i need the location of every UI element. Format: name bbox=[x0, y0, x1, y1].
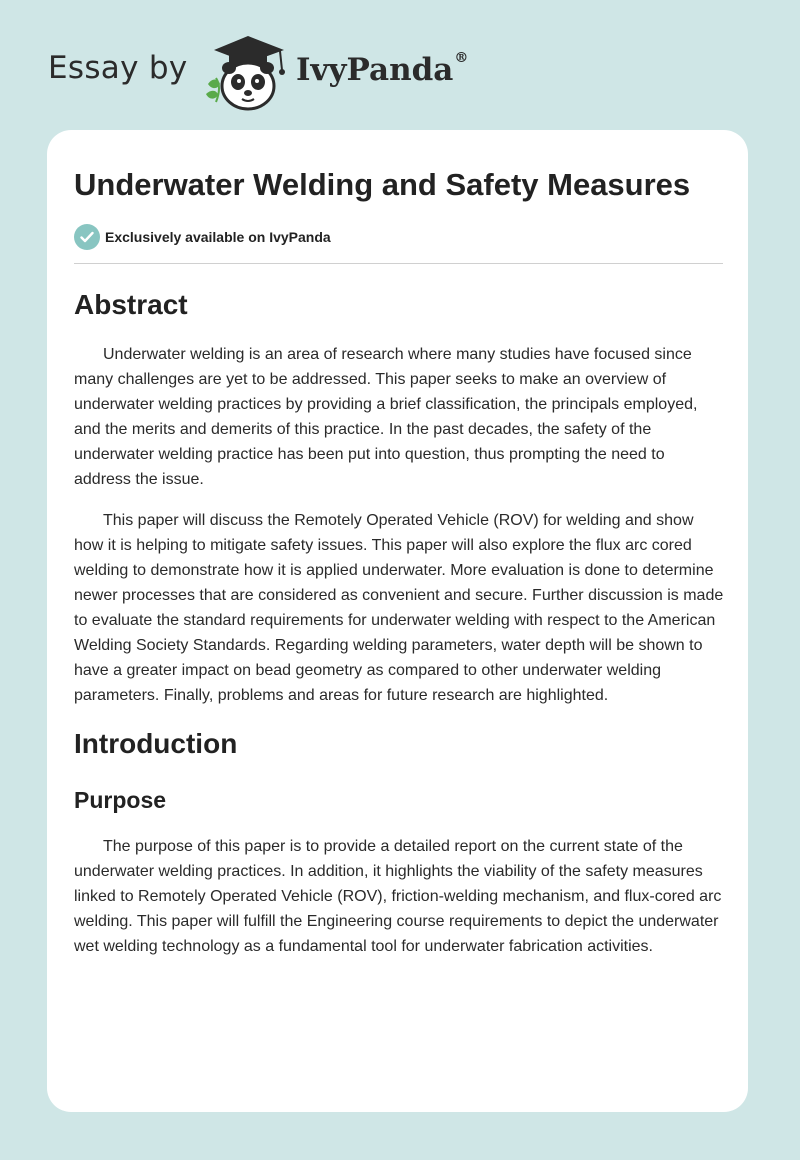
purpose-paragraph: The purpose of this paper is to provide a detailed report on the current state of the underwater welding practices. In addition, it highlights the viability of the safety measures linked to Remotely Operated Vehicle (ROV), friction-welding mechanism, and flux-cored arc welding. This paper will fulfill the Engineering course requirements to depict the underwater wet welding technology as a fundamental tool for underwater fabrication activities. bbox=[74, 838, 722, 955]
purpose-heading: Purpose bbox=[74, 787, 167, 813]
exclusive-badge bbox=[74, 224, 724, 250]
abstract-paragraph-2: This paper will discuss the Remotely Operated Vehicle (ROV) for welding and show how it is helping to mitigate safety issues. This paper will also explore the flux arc cored welding to demonstrate how it is applied underwater. More evaluation is done to determine newer processes that are considered as convenient and secure. Further discussion is made to evaluate the standard requirements for underwater welding with respect to the American Welding Society Standards. Regarding welding parameters, water depth will be shown to have a greater impact on bead geometry as compared to other underwater welding parameters. Finally, problems and areas for future research are highlighted. bbox=[74, 512, 724, 704]
introduction-heading: Introduction bbox=[74, 728, 238, 759]
registered-mark: ® bbox=[454, 50, 469, 66]
panda-graduate-icon bbox=[202, 32, 292, 112]
abstract-paragraph-1: Underwater welding is an area of research where many studies have focused since many challenges are yet to be addressed. This paper seeks to make an overview of underwater welding practices by providing a brief classification, the principals employed, and the merits and demerits of this practice. In the past decades, the safety of the underwater welding practice has been put into question, thus prompting the need to address the issue. bbox=[74, 346, 698, 488]
essay-content bbox=[74, 164, 724, 959]
essay-card bbox=[47, 130, 748, 1112]
exclusive-label: Exclusively available on IvyPanda bbox=[105, 229, 331, 245]
title-divider bbox=[74, 263, 723, 264]
site-header bbox=[48, 32, 508, 112]
essay-by-label: Essay by bbox=[48, 50, 188, 86]
page-title: Underwater Welding and Safety Measures bbox=[74, 167, 691, 202]
abstract-heading: Abstract bbox=[74, 289, 188, 320]
check-icon bbox=[74, 224, 100, 250]
ivypanda-brand[interactable]: IvyPanda® bbox=[296, 50, 469, 88]
